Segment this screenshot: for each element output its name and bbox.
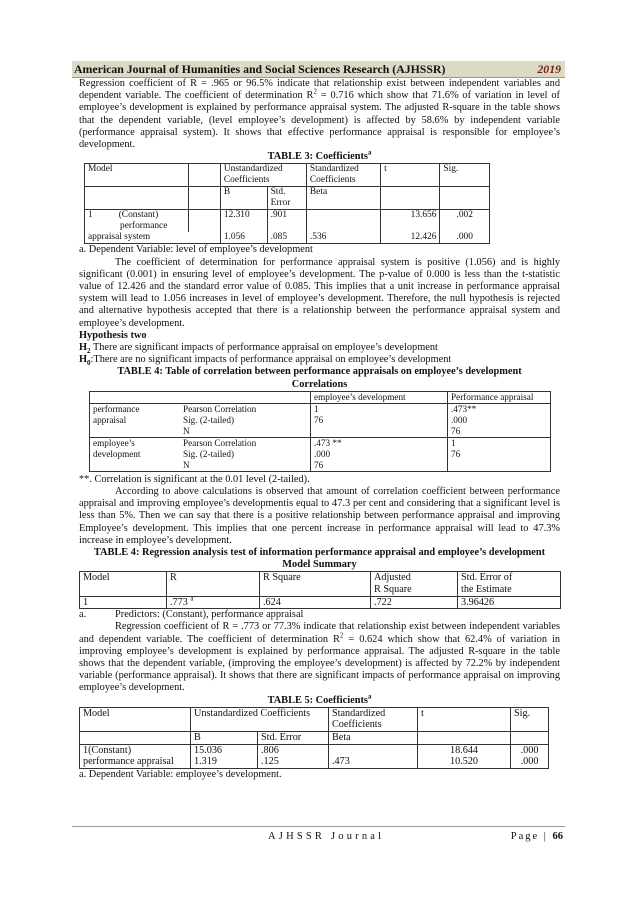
table-header-cell: R [167, 572, 260, 596]
superscript: a [190, 594, 194, 603]
row-label: development [93, 448, 141, 459]
table5-coefficients [79, 707, 549, 769]
table-header-cell [458, 572, 561, 596]
value: 1 [451, 437, 456, 448]
table-cell [440, 187, 490, 210]
table-cell: 12.426 [381, 232, 440, 244]
table-cell: .085 [267, 232, 306, 244]
table4-subtitle: Correlations [291, 378, 348, 390]
table-cell [511, 732, 549, 745]
hypothesis-title: Hypothesis two [79, 329, 147, 341]
table-row [85, 210, 490, 233]
table-cell [311, 403, 448, 437]
table4b-subtitle: Model Summary [282, 559, 357, 571]
table-header-cell: Beta [306, 187, 380, 210]
table-cell: .806 [258, 744, 329, 756]
table5-caption [79, 692, 560, 707]
value: .473 ** [314, 437, 342, 448]
table4-caption: TABLE 4: Table of correlation between performance appraisals on employee’s development [117, 366, 522, 378]
table-header-cell: t [418, 707, 511, 731]
header-text: Adjusted [374, 572, 411, 584]
text: = 0.716 which show that 71.6% of variation in level of employee’s development is explained by performance appraisal system. The adjusted R-square in the table shows that the dependent variable, (level employee’s development) is affected by 58.6% by independent variable (performance appraisal system). It shows that effective performance appraisal is responsible for employee’s development. [79, 90, 560, 151]
journal-year: 2019 [537, 62, 561, 76]
table-row [80, 756, 549, 768]
table4b-caption: TABLE 4: Regression analysis test of information performance appraisal and employee’s development [93, 547, 546, 559]
table-cell: .125 [258, 756, 329, 768]
table-cell: 18.644 [418, 744, 511, 756]
table-cell [381, 187, 440, 210]
table-row [80, 596, 561, 609]
footer-journal: AJHSSR Journal [268, 831, 385, 842]
table-cell: .000 [440, 232, 490, 244]
journal-title: American Journal of Humanities and Social Sciences Research (AJHSSR) [74, 62, 446, 76]
paragraph-correlation: According to above calculations is observed that amount of correlation coefficient between performance appraisal and improving employee’s developmentis equal to 47.3 per cent and considering that a significant level is less than 5%. Then we can say that there is a positive relationship between performance appraisal and improving Employee’s development. This implies that one percent increase in performance appraisal will lead to 47.3% increase in employee’s development. [79, 486, 560, 546]
value: .473** [451, 403, 477, 414]
row-label: (Constant) [118, 210, 159, 221]
stat-label: Pearson Correlation [183, 403, 257, 414]
table-header-cell: Sig. [440, 164, 490, 187]
note-label: a. [79, 609, 87, 621]
text: H [79, 342, 88, 354]
text: Regression coefficient of R = .773 or 77.3% indicate that relationship exist between independent variables and dependent variable. The coefficient of determination R [79, 621, 560, 645]
value: 76 [314, 459, 324, 470]
table3-note: a. Dependent Variable: level of employee’s development [79, 244, 313, 256]
text: = 0.624 which show that 62.4% of variation in improving employee’s development is explained by performance appraisal. The adjusted R-square in the table shows that the dependent variable, (improving the employee’s development) is affected by 72.2% by independent variable (performance appraisal). It shows that there are significant impacts of performance appraisal on improving employee’s development. [79, 633, 561, 694]
page-number: 66 [552, 831, 563, 842]
caption-text: TABLE 3: Coefficients [267, 151, 368, 163]
table-cell: 10.520 [418, 756, 511, 768]
table-cell [85, 187, 189, 210]
caption-text: TABLE 5: Coefficients [267, 694, 368, 706]
table-header-cell: Standardized Coefficients [329, 707, 418, 731]
footer-page [511, 831, 563, 842]
table-cell [188, 187, 220, 210]
value: .000 [314, 448, 331, 459]
table4b-model-summary [79, 571, 561, 609]
model-number: 1 [88, 210, 93, 221]
value: .000 [451, 414, 468, 425]
table-cell: .536 [306, 232, 380, 244]
row-label: performance [120, 221, 168, 232]
table-header-cell: Unstandardized Coefficients [220, 164, 306, 187]
table-header-cell: Model [80, 572, 167, 596]
table4-note: **. Correlation is significant at the 0.01 level (2-tailed). [79, 473, 310, 485]
table-cell [90, 403, 181, 437]
table-cell: .002 [440, 210, 490, 233]
table-cell [329, 744, 418, 756]
table4b-note [79, 609, 560, 621]
table-cell [180, 391, 311, 403]
stat-label: N [183, 459, 190, 470]
table3-caption [79, 148, 560, 163]
table-header-cell: Sig. [511, 707, 549, 731]
stat-label: Pearson Correlation [183, 437, 257, 448]
table-row [80, 744, 549, 756]
row-label: appraisal [93, 414, 127, 425]
table-cell [180, 403, 311, 437]
page-footer [72, 826, 565, 842]
text: :There are no significant impacts of performance appraisal on employee’s development [90, 354, 452, 366]
text: Regression coefficient of R = .965 or 96.5% indicate that relationship exist between independent variables and dependent variable. The coefficient of determination R [79, 78, 560, 102]
table-cell: appraisal system [85, 232, 221, 244]
table-cell [311, 437, 448, 471]
table-header-cell: Unstandardized Coefficients [191, 707, 329, 731]
table-cell: 1.319 [191, 756, 258, 768]
note-text: Predictors: (Constant), performance appraisal [115, 609, 304, 621]
table-header-cell [188, 164, 220, 187]
hypothesis-h2 [79, 342, 560, 354]
caption-superscript: a [367, 692, 372, 701]
table-header-cell: R Square [260, 572, 371, 596]
table-header-cell: t [381, 164, 440, 187]
table-header-cell: Standardized Coefficients [306, 164, 380, 187]
table-header-cell: Std. Error [258, 732, 329, 745]
table-cell: 1 [80, 596, 167, 609]
table3-coefficients [84, 163, 490, 244]
table-cell [180, 437, 311, 471]
table-row [90, 403, 551, 437]
table-cell: 3.96426 [458, 596, 561, 609]
value: 76 [314, 414, 324, 425]
table-cell [167, 596, 260, 609]
table-cell [188, 210, 220, 233]
table-cell [90, 437, 181, 471]
table-cell: 1(Constant) [80, 744, 191, 756]
table-cell: 15.036 [191, 744, 258, 756]
table-cell [448, 403, 551, 437]
table-cell: 1.056 [220, 232, 267, 244]
value: 1 [314, 403, 319, 414]
table-cell: .901 [267, 210, 306, 233]
table-header-cell: Model [80, 707, 191, 731]
caption-superscript: a [367, 148, 372, 157]
table-header-cell: Model [85, 164, 189, 187]
table-header-cell: Std. Error [267, 187, 306, 210]
subscript: 2 [87, 347, 91, 356]
table-header-cell [371, 572, 458, 596]
text: H [79, 354, 88, 366]
table-row [85, 232, 490, 244]
stat-label: Sig. (2-tailed) [183, 448, 235, 459]
page-label: Page | [510, 831, 548, 842]
journal-header-bar [72, 61, 565, 78]
table4-correlations [89, 391, 551, 472]
paragraph-regression-1 [79, 78, 560, 151]
value: 76 [451, 448, 461, 459]
table-cell [418, 732, 511, 745]
value: 76 [451, 425, 461, 436]
paragraph-regression-2 [79, 621, 560, 694]
subscript: 0 [87, 359, 91, 368]
table-cell: performance appraisal [80, 756, 191, 768]
table-header-cell: Performance appraisal [448, 391, 551, 403]
stat-label: N [183, 425, 190, 436]
header-text: R Square [374, 584, 412, 596]
superscript: 2 [339, 631, 344, 640]
table-cell: .000 [511, 744, 549, 756]
table-cell [448, 437, 551, 471]
text: There are significant impacts of performance appraisal on employee’s development [90, 342, 438, 354]
superscript: 2 [313, 87, 317, 96]
table-header-cell: B [191, 732, 258, 745]
table-cell: .000 [511, 756, 549, 768]
table-cell [85, 210, 189, 233]
article-body [79, 78, 560, 781]
hypothesis-h0 [79, 354, 560, 366]
table-cell [306, 210, 380, 233]
table-header-cell: employee’s development [311, 391, 448, 403]
table-header-cell: Beta [329, 732, 418, 745]
row-label: employee’s [93, 437, 135, 448]
header-text: the Estimate [461, 584, 512, 596]
value: .773 [170, 596, 188, 608]
table-header-cell: B [220, 187, 267, 210]
table-row [90, 437, 551, 471]
header-text: Std. Error of [461, 572, 513, 584]
table-cell [90, 391, 181, 403]
table-cell: .473 [329, 756, 418, 768]
stat-label: Sig. (2-tailed) [183, 414, 235, 425]
table-cell: 13.656 [381, 210, 440, 233]
table-cell [80, 732, 191, 745]
table-cell: .722 [371, 596, 458, 609]
table5-note: a. Dependent Variable: employee’s development. [79, 768, 282, 780]
table-cell: 12.310 [220, 210, 267, 233]
paragraph-coefficient: The coefficient of determination for performance appraisal system is positive (1.056) and is highly significant (0.001) in ensuring level of employee’s development. The p-value of 0.000 is less than the t-statistic value of 12.426 and the standard error value of 0.085. This implies that a unit increase in performance appraisal system will lead to 1.056 increases in level of employee’s development. Therefore, the null hypothesis is rejected and alternative hypothesis accepted that there is a relationship between the performance appraisal system and employee’s development. [79, 256, 560, 329]
table-cell: .624 [260, 596, 371, 609]
row-label: performance [93, 403, 140, 414]
